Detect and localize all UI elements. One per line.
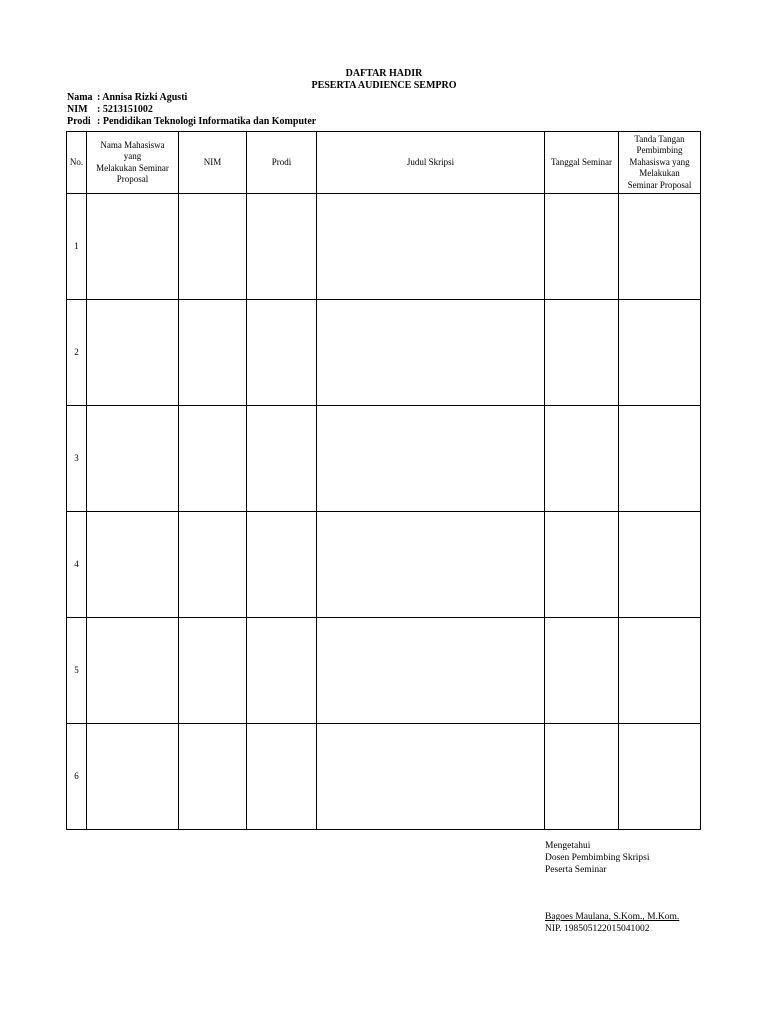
- col-prodi: Prodi: [247, 132, 317, 194]
- table-row: [67, 618, 701, 724]
- cell-prodi[interactable]: [247, 618, 317, 724]
- cell-judul[interactable]: [317, 618, 545, 724]
- col-judul-skripsi: Judul Skripsi: [317, 132, 545, 194]
- cell-judul[interactable]: [317, 724, 545, 830]
- col-ttd-line: Tanda Tangan: [634, 133, 685, 144]
- cell-tanggal[interactable]: [545, 724, 619, 830]
- table-row: [67, 512, 701, 618]
- cell-prodi[interactable]: [247, 406, 317, 512]
- cell-nim[interactable]: [179, 194, 247, 300]
- signature-nip: NIP. 198505122015041002: [545, 924, 650, 934]
- cell-nim[interactable]: [179, 406, 247, 512]
- cell-judul[interactable]: [317, 406, 545, 512]
- nim-label: NIM: [67, 104, 88, 115]
- table-row: [67, 194, 701, 300]
- row-number: 2: [67, 300, 87, 406]
- cell-tanda-tangan[interactable]: [619, 724, 701, 830]
- col-ttd-line: Melakukan: [639, 168, 680, 179]
- attendance-table: [66, 131, 701, 830]
- col-nama-mahasiswa: [87, 132, 179, 194]
- cell-tanggal[interactable]: [545, 406, 619, 512]
- col-nama-line: Proposal: [116, 174, 149, 184]
- col-tanda-tangan: [619, 132, 701, 194]
- table-row: [67, 300, 701, 406]
- cell-tanda-tangan[interactable]: [619, 300, 701, 406]
- col-no: No.: [67, 132, 87, 194]
- col-nim: NIM: [179, 132, 247, 194]
- cell-judul[interactable]: [317, 194, 545, 300]
- cell-prodi[interactable]: [247, 724, 317, 830]
- col-tanggal-seminar: Tanggal Seminar: [545, 132, 619, 194]
- info-prodi: [67, 116, 316, 128]
- table-header-row: [67, 132, 701, 194]
- cell-nama[interactable]: [87, 618, 179, 724]
- cell-prodi[interactable]: [247, 194, 317, 300]
- cell-tanggal[interactable]: [545, 300, 619, 406]
- cell-nama[interactable]: [87, 724, 179, 830]
- prodi-label: Prodi: [67, 116, 91, 127]
- cell-prodi[interactable]: [247, 512, 317, 618]
- cell-nim[interactable]: [179, 618, 247, 724]
- cell-nim[interactable]: [179, 300, 247, 406]
- document-title: DAFTAR HADIR: [345, 68, 423, 79]
- document-subtitle: PESERTA AUDIENCE SEMPRO: [311, 80, 457, 91]
- signature-role-2: Peserta Seminar: [545, 865, 607, 875]
- nim-value: : 5213151002: [97, 104, 153, 115]
- col-nama-line: yang: [123, 151, 142, 161]
- col-ttd-line: Mahasiswa yang: [629, 156, 690, 167]
- info-nama: [67, 92, 187, 104]
- table-row: [67, 724, 701, 830]
- cell-judul[interactable]: [317, 512, 545, 618]
- row-number: 5: [67, 618, 87, 724]
- row-number: 3: [67, 406, 87, 512]
- nama-label: Nama: [67, 92, 93, 103]
- cell-nama[interactable]: [87, 406, 179, 512]
- info-nim: [67, 104, 153, 116]
- row-number: 1: [67, 194, 87, 300]
- cell-tanda-tangan[interactable]: [619, 194, 701, 300]
- cell-nim[interactable]: [179, 512, 247, 618]
- signature-mengetahui: Mengetahui: [545, 841, 591, 851]
- col-ttd-line: Seminar Proposal: [627, 179, 692, 190]
- cell-tanda-tangan[interactable]: [619, 406, 701, 512]
- col-ttd-line: Pembimbing: [636, 145, 683, 156]
- cell-nama[interactable]: [87, 300, 179, 406]
- cell-tanda-tangan[interactable]: [619, 512, 701, 618]
- row-number: 6: [67, 724, 87, 830]
- cell-tanggal[interactable]: [545, 512, 619, 618]
- prodi-value: : Pendidikan Teknologi Informatika dan Komputer: [97, 116, 317, 127]
- row-number: 4: [67, 512, 87, 618]
- signature-role: Dosen Pembimbing Skripsi: [545, 853, 650, 863]
- cell-judul[interactable]: [317, 300, 545, 406]
- table-row: [67, 406, 701, 512]
- cell-prodi[interactable]: [247, 300, 317, 406]
- cell-tanda-tangan[interactable]: [619, 618, 701, 724]
- cell-nim[interactable]: [179, 724, 247, 830]
- col-nama-line: Nama Mahasiswa: [100, 139, 165, 150]
- col-nama-line: Melakukan Seminar: [96, 162, 169, 173]
- signature-name: Bagoes Maulana, S.Kom., M.Kom.: [545, 912, 680, 922]
- cell-nama[interactable]: [87, 194, 179, 300]
- nama-value: : Annisa Rizki Agusti: [97, 92, 188, 103]
- cell-nama[interactable]: [87, 512, 179, 618]
- cell-tanggal[interactable]: [545, 618, 619, 724]
- cell-tanggal[interactable]: [545, 194, 619, 300]
